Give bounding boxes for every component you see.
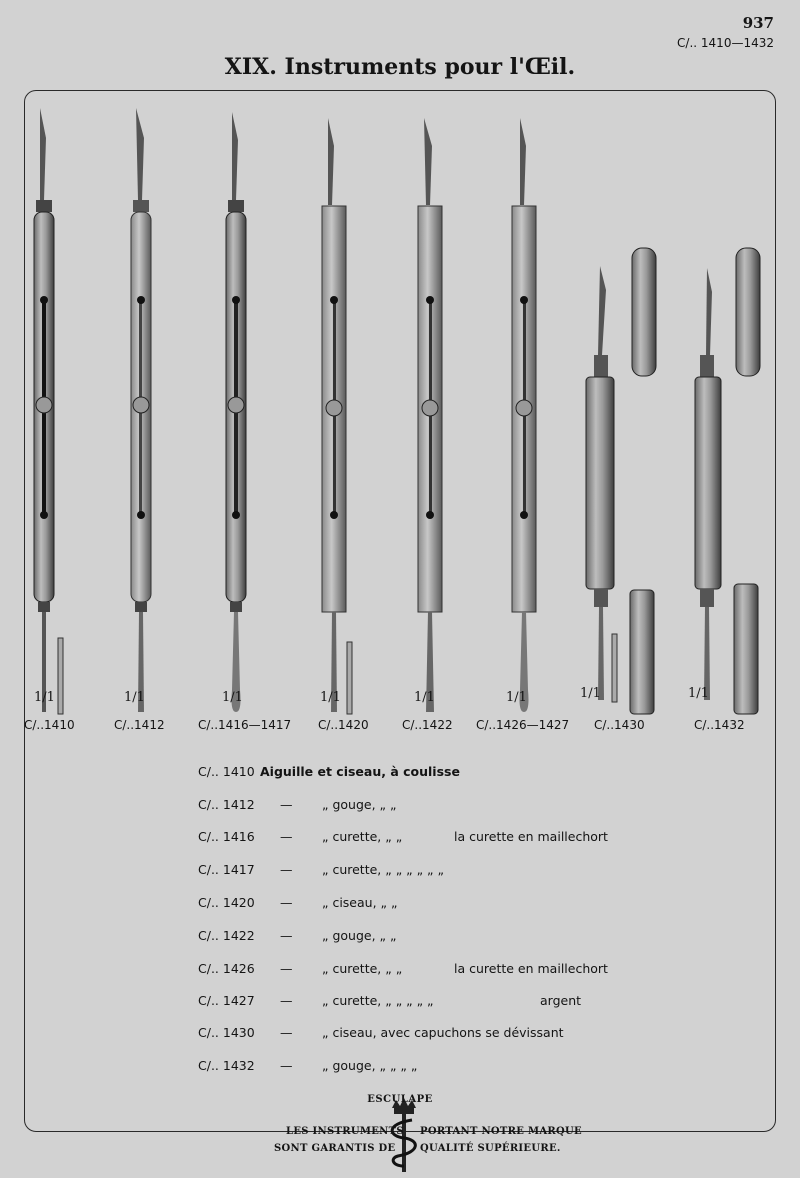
row-dash: —	[280, 829, 293, 844]
guarantee-line1-left: LES INSTRUMENTS	[286, 1126, 404, 1137]
row-dash: —	[280, 1025, 293, 1040]
row-code: C/.. 1426	[198, 961, 255, 976]
catalog-label: C/..1416—1417	[198, 718, 292, 732]
row-code: C/.. 1417	[198, 862, 255, 877]
scale-mark: 1/1	[34, 690, 55, 705]
row-code: C/.. 1430	[198, 1025, 255, 1040]
row-dash: —	[280, 1058, 293, 1073]
scale-mark: 1/1	[506, 690, 527, 705]
row-type: „ curette, „ „	[322, 829, 403, 844]
instrument-1416-1417-drawing	[226, 112, 246, 712]
page-number: 937	[742, 14, 774, 32]
row-dash: —	[280, 993, 293, 1008]
instrument-1410-drawing	[34, 108, 63, 714]
catalog-label: C/..1430	[594, 718, 645, 732]
row-type: „ curette, „ „	[322, 961, 403, 976]
scale-mark: 1/1	[320, 690, 341, 705]
catalog-label: C/..1412	[114, 718, 165, 732]
instrument-1432-drawing	[695, 248, 760, 714]
guarantee-line2-left: SONT GARANTIS DE	[274, 1143, 396, 1154]
row-dash: —	[280, 862, 293, 877]
scale-mark: 1/1	[124, 690, 145, 705]
instrument-1422-drawing	[418, 118, 442, 712]
row-type: „ curette, „ „ „ „ „	[322, 993, 434, 1008]
row-text: Aiguille et ciseau, à coulisse	[260, 764, 460, 779]
scale-mark: 1/1	[222, 690, 243, 705]
row-note: la curette en maillechort	[454, 961, 608, 976]
row-dash: —	[280, 895, 293, 910]
catalog-label: C/..1410	[24, 718, 75, 732]
row-code: C/.. 1412	[198, 797, 255, 812]
page-title: XIX. Instruments pour l'Œil.	[224, 54, 576, 80]
row-dash: —	[280, 961, 293, 976]
instrument-1420-drawing	[322, 118, 352, 714]
brand-name: ESCULAPE	[367, 1094, 433, 1105]
row-code: C/.. 1416	[198, 829, 255, 844]
instrument-1412-drawing	[131, 108, 151, 712]
row-type: „ gouge, „ „	[322, 928, 397, 943]
row-code: C/.. 1427	[198, 993, 255, 1008]
scale-mark: 1/1	[688, 686, 709, 701]
row-dash: —	[280, 797, 293, 812]
scale-mark: 1/1	[414, 690, 435, 705]
row-type: „ ciseau, „ „	[322, 895, 398, 910]
catalog-label: C/..1420	[318, 718, 369, 732]
catalog-label: C/..1422	[402, 718, 453, 732]
row-type: „ curette, „ „ „ „ „ „	[322, 862, 444, 877]
catalog-label: C/..1432	[694, 718, 745, 732]
guarantee-line2-right: QUALITÉ SUPÉRIEURE.	[420, 1143, 561, 1154]
catalog-label: C/..1426—1427	[476, 718, 570, 732]
row-code: C/.. 1432	[198, 1058, 255, 1073]
row-type: „ gouge, „ „ „ „	[322, 1058, 418, 1073]
row-type: „ ciseau, avec capuchons se dévissant	[322, 1025, 564, 1040]
row-note: la curette en maillechort	[454, 829, 608, 844]
row-note: argent	[540, 993, 582, 1008]
scale-mark: 1/1	[580, 686, 601, 701]
row-code: C/.. 1420	[198, 895, 255, 910]
instrument-1426-1427-drawing	[512, 118, 536, 712]
row-code: C/.. 1422	[198, 928, 255, 943]
instrument-1430-drawing	[586, 248, 656, 714]
row-code: C/.. 1410	[198, 764, 255, 779]
guarantee-line1-right: PORTANT NOTRE MARQUE	[420, 1126, 582, 1137]
row-type: „ gouge, „ „	[322, 797, 397, 812]
page-range: C/.. 1410—1432	[677, 36, 774, 50]
row-dash: —	[280, 928, 293, 943]
